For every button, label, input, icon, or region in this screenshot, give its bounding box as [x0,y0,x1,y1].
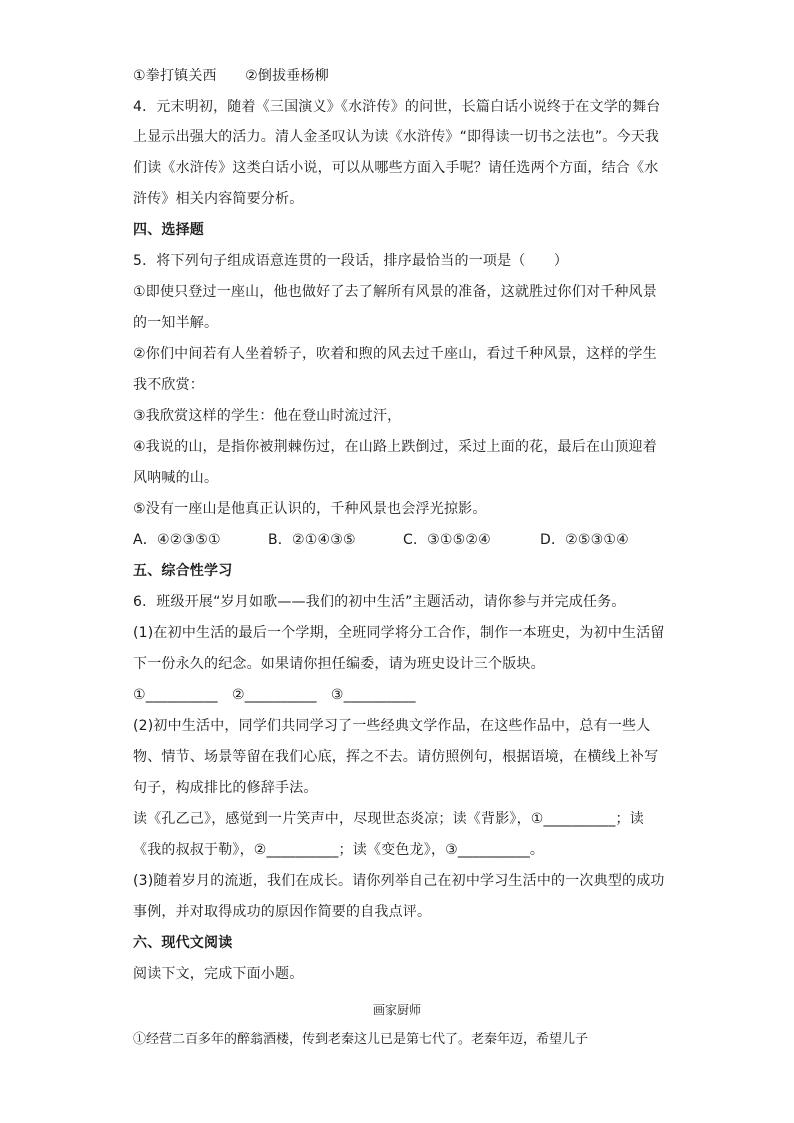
text-line: 《我的叔叔于勒》，②__________；读《变色龙》，③__________。 [133,842,545,858]
question-text: 5．将下列句子组成语意连贯的一段话，排序最恰当的一项是（ ） [133,253,569,269]
text-line: (3)随着岁月的流逝，我们在成长。请你列举自己在初中学习生活中的一次典型的成功 [133,873,665,889]
option-b: B．②①④③⑤ [268,532,356,548]
section-heading: 六、现代文阅读 [133,935,233,951]
text-line: 4．元末明初，随着《三国演义》《水浒传》的问世，长篇白话小说终于在文学的舞台 [133,99,661,115]
text-line: 读《孔乙己》，感觉到一片笑声中，尽现世态炎凉；读《背影》，①__________；读 [133,811,644,827]
section-heading: 五、综合性学习 [133,563,233,579]
text-line: 事例，并对取得成功的原因作简要的自我点评。 [133,904,432,920]
option-a: A．④②③⑤① [133,532,221,548]
answer-options [133,530,673,550]
text-line: ①即使只登过一座山，他也做好了去了解所有风景的准备，这就胜过你们对千种风景 [133,284,657,300]
text-line: 浒传》相关内容简要分析。 [133,191,304,207]
text-line: 上显示出强大的活力。清人金圣叹认为读《水浒传》“即得读一切书之法也”。今天我 [133,129,660,145]
question-text: 6．班级开展“岁月如歌——我们的初中生活”主题活动，请你参与并完成任务。 [133,594,626,610]
text-line: ①拳打镇关西 ②倒拔垂杨柳 [133,68,329,84]
text-line: ②你们中间若有人坐着轿子，吹着和煦的风去过千座山，看过千种风景，这样的学生 [133,346,657,362]
section-heading: 四、选择题 [133,222,204,238]
text-line: (1)在初中生活的最后一个学期，全班同学将分工合作，制作一本班史，为初中生活留 [133,625,665,641]
text-line: ③我欣赏这样的学生：他在登山时流过汗， [133,408,402,424]
text-line: 阅读下文，完成下面小题。 [133,966,304,982]
option-c: C．③①⑤②④ [403,532,491,548]
text-line: 下一份永久的纪念。如果请你担任编委，请为班史设计三个版块。 [133,656,545,672]
story-title: 画家厨师 [372,1003,421,1017]
text-line: 的一知半解。 [133,315,219,331]
text-line: ④我说的山，是指你被荆棘伤过，在山路上跌倒过，采过上面的花，最后在山顶迎着 [133,439,657,455]
text-line: 物、情节、场景等留在我们心底，挥之不去。请仿照例句，根据语境，在横线上补写 [133,749,659,765]
text-line: 句子，构成排比的修辞手法。 [133,780,318,796]
text-line: 风呐喊的山。 [133,470,219,486]
text-line: 们读《水浒传》这类白话小说，可以从哪些方面入手呢？请任选两个方面，结合《水 [133,160,659,176]
text-line: ⑤没有一座山是他真正认识的，千种风景也会浮光掠影。 [133,501,487,517]
blank-line: ①__________ ②__________ ③__________ [133,687,416,703]
text-line: (2)初中生活中，同学们共同学习了一些经典文学作品，在这些作品中，总有一些人 [133,718,651,734]
story-paragraph: ①经营二百多年的醉翁酒楼，传到老秦这儿已是第七代了。老秦年迈，希望儿子 [133,1032,589,1047]
text-line: 我不欣赏： [133,377,204,393]
option-d: D．②⑤③①④ [540,532,629,548]
